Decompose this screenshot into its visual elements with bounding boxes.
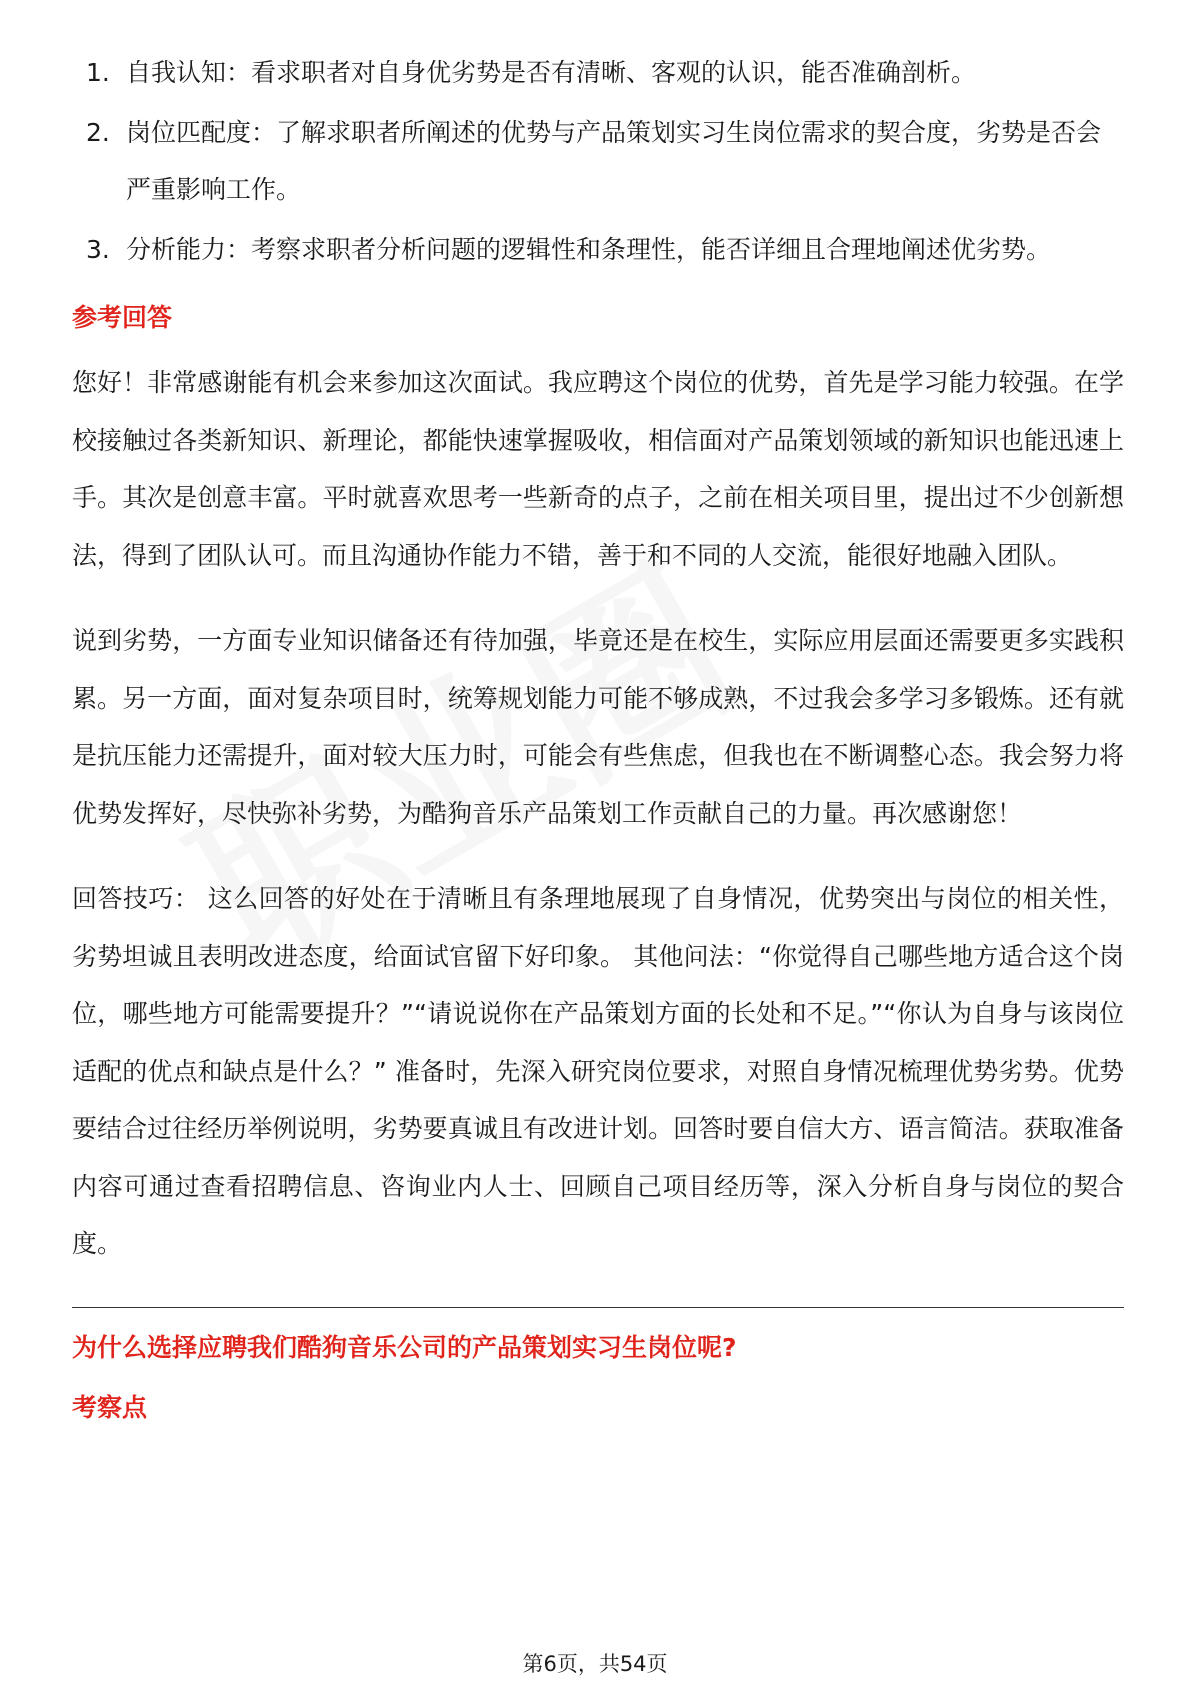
section-divider: [72, 1307, 1124, 1308]
reference-answer-heading: 参考回答: [72, 303, 173, 332]
document-page: [72, 44, 1124, 1428]
list-number: 1.: [86, 58, 110, 87]
list-item: [72, 221, 1124, 278]
answer-paragraph: 说到劣势，一方面专业知识储备还有待加强，毕竟还是在校生，实际应用层面还需要更多实践积累。另一方面，面对复杂项目时，统筹规划能力可能不够成熟，不过我会多学习多锻炼。还有就是抗压能力还需提升，面对较大压力时，可能会有些焦虑，但我也在不断调整心态。我会努力将优势发挥好，尽快弥补劣势，为酷狗音乐产品策划工作贡献自己的力量。再次感谢您！: [72, 626, 1124, 828]
list-number: 3.: [86, 235, 110, 264]
list-text: 自我认知：看求职者对自身优劣势是否有清晰、客观的认识，能否准确剖析。: [126, 58, 977, 87]
list-text: 分析能力：考察求职者分析问题的逻辑性和条理性，能否详细且合理地阐述优劣势。: [126, 235, 1052, 264]
page-footer: 第6页，共54页: [522, 1652, 668, 1676]
list-item: [72, 104, 1124, 218]
answer-paragraph: 您好！非常感谢能有机会来参加这次面试。我应聘这个岗位的优势，首先是学习能力较强。在学校接触过各类新知识、新理论，都能快速掌握吸收，相信面对产品策划领域的新知识也能迅速上手。其次是创意丰富。平时就喜欢思考一些新奇的点子，之前在相关项目里，提出过不少创新想法，得到了团队认可。而且沟通协作能力不错，善于和不同的人交流，能很好地融入团队。: [72, 368, 1124, 570]
next-question-heading: 为什么选择应聘我们酷狗音乐公司的产品策划实习生岗位呢?: [72, 1332, 737, 1362]
exam-points-heading: 考察点: [72, 1392, 148, 1422]
answer-tips-paragraph: 回答技巧： 这么回答的好处在于清晰且有条理地展现了自身情况，优势突出与岗位的相关性，劣势坦诚且表明改进态度，给面试官留下好印象。 其他问法：“你觉得自己哪些地方适合这个岗位，哪些地方可能需要提升？”“请说说你在产品策划方面的长处和不足。”“你认为自身与该岗位适配的优点和缺点是什么？” 准备时，先深入研究岗位要求，对照自身情况梳理优势劣势。优势要结合过往经历举例说明，劣势要真诚且有改进计划。回答时要自信大方、语言简洁。获取准备内容可通过查看招聘信息、咨询业内人士、回顾自己项目经历等，深入分析自身与岗位的契合度。: [72, 884, 1124, 1258]
list-item: [72, 44, 1124, 101]
criteria-list: [72, 44, 1124, 278]
list-number: 2.: [86, 118, 110, 147]
list-text: 岗位匹配度：了解求职者所阐述的优势与产品策划实习生岗位需求的契合度，劣势是否会严重影响工作。: [126, 118, 1102, 204]
